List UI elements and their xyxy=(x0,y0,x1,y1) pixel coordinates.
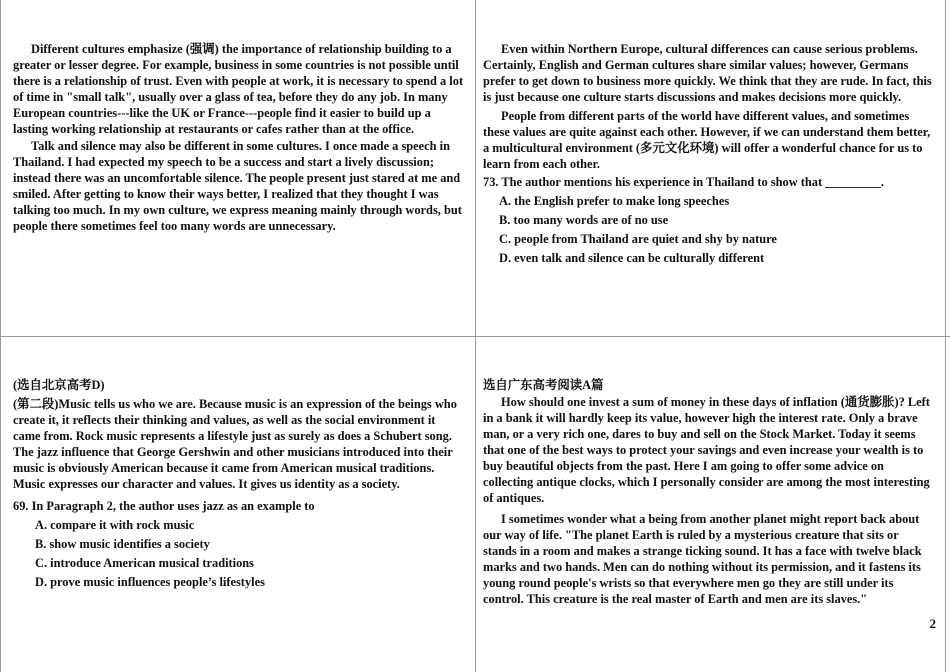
paragraph: I sometimes wonder what a being from another planet might report back about our way of life. "The planet Earth is ruled by a mysterious creature that sits or stands in a room and makes a strange ticking sound. It has a face with twelve black marks and two hands. Men can do nothing without its permission, and it fastens its young round people's wrists so that everywhere men go they are still under its control. This creature is the real master of Earth and men are its slaves." xyxy=(483,512,922,606)
answer-option-c: C. introduce American musical traditions xyxy=(35,556,255,570)
answer-option-d: D. even talk and silence can be culturally different xyxy=(499,251,765,265)
page-number: 2 xyxy=(929,616,936,631)
paragraph: Talk and silence may also be different in some cultures. I once made a speech in Thailand. I had expected my speech to be a success and start a lively discussion; instead there was an uncomfortable silence. The people present just stared at me and smiled. After getting to know their ways better, I realized that they thought I was talking too much. In my own culture, we express meaning mainly through words, but people there sometimes feel too many words are unnecessary. xyxy=(13,139,462,233)
question-73: 73. The author mentions his experience in Thailand to show that _________. xyxy=(483,175,885,189)
divider-horizontal xyxy=(0,336,950,337)
answer-option-a: A. compare it with rock music xyxy=(35,518,195,532)
answer-option-c: C. people from Thailand are quiet and shy by nature xyxy=(499,232,777,246)
paragraph: Different cultures emphasize (强调) the importance of relationship building to a greater or lesser degree. For example, business in some countries is not possible until there is a relationship of trust. Even with people at work, it is necessary to spend a lot of time in "small talk", usually over a glass of tea, before they do any job. In many European countries---like the UK or France---people find it easier to build up a lasting working relationship at restaurants or cafes rather than at the office. xyxy=(13,42,464,136)
panel-bottom-right xyxy=(483,377,933,607)
border-right xyxy=(945,0,946,672)
paragraph: How should one invest a sum of money in these days of inflation (通货膨胀)? Left in a bank it will hardly keep its value, however high the interest rate. Only a brave man, or a very rich one, dares to buy and sell on the Stock Market. Today it seems that one of the best ways to protect your savings and even increase your wealth is to buy beautiful objects from the past. Here I am going to offer some advice on collecting antique clocks, which I personally consider are among the most interesting of antiques. xyxy=(483,395,930,505)
question-69: 69. In Paragraph 2, the author uses jazz as an example to xyxy=(13,499,315,513)
source-label: 选自广东高考阅读A篇 xyxy=(483,378,604,392)
panel-top-right xyxy=(483,41,933,266)
panel-top-left xyxy=(13,41,465,234)
panel-bottom-left xyxy=(13,377,465,590)
answer-option-b: B. show music identifies a society xyxy=(35,537,210,551)
source-label: (选自北京高考D) xyxy=(13,378,105,392)
paragraph: (第二段)Music tells us who we are. Because music is an expression of the beings who create it, it reflects their thinking and values, as well as the social environment it came from. Rock music represents a lifestyle just as surely as does a Schubert song. The jazz influence that George Gershwin and other musicians introduced into their music is obviously American because it came from American musical traditions. Music expresses our character and values. It gives us identity as a society. xyxy=(13,397,457,491)
paragraph: People from different parts of the world have different values, and sometimes these values are quite against each other. However, if we can understand them better, a multicultural environment (多元文化环境) will offer a wonderful chance for us to learn from each other. xyxy=(483,109,931,171)
answer-option-b: B. too many words are of no use xyxy=(499,213,669,227)
border-left xyxy=(0,0,1,672)
answer-option-d: D. prove music influences people’s lifestyles xyxy=(35,575,265,589)
paragraph: Even within Northern Europe, cultural differences can cause serious problems. Certainly, English and German cultures share similar values; however, Germans prefer to get down to business more quickly. We think that they are rude. In fact, this is just because one culture starts discussions and makes decisions more quickly. xyxy=(483,42,932,104)
answer-option-a: A. the English prefer to make long speeches xyxy=(499,194,730,208)
